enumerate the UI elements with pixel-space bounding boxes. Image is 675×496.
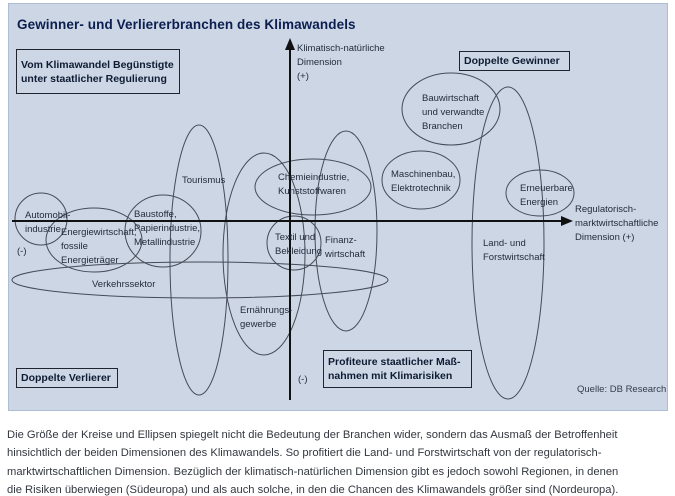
ellipse-finanzwirtschaft <box>315 131 377 331</box>
label-verkehrssektor: Verkehrssektor <box>92 279 156 290</box>
quadrant-box-label: Profiteure staatlicher Maß- <box>328 356 461 368</box>
label-chemieindustrie-kunststoffwaren: Chemieindustrie, Kunststoffwaren <box>278 172 350 197</box>
horizontal-axis-negative-label: (-) <box>17 246 27 257</box>
quadrant-box-label: Doppelte Gewinner <box>464 55 560 67</box>
label-tourismus: Tourismus <box>182 175 226 186</box>
footnote-line: marktwirtschaftlichen Dimension. Bezüglich der klimatisch-natürlichen Dimension gibt es jedoch sowohl Regionen, in denen <box>7 465 619 478</box>
quadrant-box-top-right <box>459 51 570 71</box>
footnote-line: Die Größe der Kreise und Ellipsen spiegelt nicht die Bedeutung der Branchen wider, sondern das Ausmaß der Betroffenheit <box>7 429 618 441</box>
horizontal-axis-label: Regulatorisch-marktwirtschaftliche Dimension (+) <box>575 204 659 243</box>
ellipse-verkehrssektor <box>12 262 388 298</box>
label-bauwirtschaft-und-verwandte-branchen: Bauwirtschaft und verwandte Branchen <box>422 93 485 132</box>
label-energiewirtschaft-fossile-energietraeger: Energiewirtschaft, fossile Energieträger <box>61 227 137 266</box>
quadrant-box-label: Vom Klimawandel Begünstigte <box>21 58 174 71</box>
vertical-axis-arrowhead <box>285 38 295 50</box>
horizontal-axis-arrowhead <box>561 216 573 226</box>
ellipse-maschinenbau-elektrotechnik <box>382 151 460 209</box>
label-baustoffe-papier-metallindustrie: Baustoffe, Papierindustrie, Metallindustrie <box>134 209 201 248</box>
label-maschinenbau-elektrotechnik: Maschinenbau, Elektrotechnik <box>391 169 456 194</box>
label-land-und-forstwirtschaft: Land- und Forstwirtschaft <box>483 238 545 263</box>
vertical-axis-negative-label: (-) <box>298 374 308 385</box>
footnote <box>7 426 673 496</box>
chart-title: Gewinner- und Verliererbranchen des Klimawandels <box>17 17 356 32</box>
quadrant-box-label: unter staatlicher Regulierung <box>21 72 167 85</box>
source-note: Quelle: DB Research <box>577 384 667 395</box>
label-ernaehrungsgewerbe: Ernährungs-gewerbe <box>240 305 293 330</box>
ellipse-textil-und-bekleidung <box>267 216 321 270</box>
label-automobilindustrie: Automobil-industrie <box>25 210 71 235</box>
quadrant-box-bottom-left <box>16 368 118 388</box>
quadrant-box-bottom-right <box>323 350 472 388</box>
label-erneuerbare-energien: Erneuerbare Energien <box>520 183 573 208</box>
footnote-line: die Risiken überwiegen (Südeuropa) und als auch solche, in den die Chancen des Klimawandels größer sind (Nordeuropa). <box>7 483 619 496</box>
quadrant-box-label: nahmen mit Klimarisiken <box>328 370 453 382</box>
ellipse-tourismus <box>170 125 228 395</box>
footnote-line: hinsichtlich der beiden Dimensionen des Klimawandels. So profitiert die Land- und Forstwirtschaft von der regulatorisch- <box>7 447 602 460</box>
quadrant-box-label: Doppelte Verlierer <box>21 372 111 384</box>
label-finanzwirtschaft: Finanz-wirtschaft <box>325 235 366 260</box>
vertical-axis-label: Klimatisch-natürliche Dimension (+) <box>297 43 385 82</box>
quadrant-box-top-left <box>16 49 180 94</box>
label-textil-und-bekleidung: Textil und Bekleidung <box>275 232 323 257</box>
